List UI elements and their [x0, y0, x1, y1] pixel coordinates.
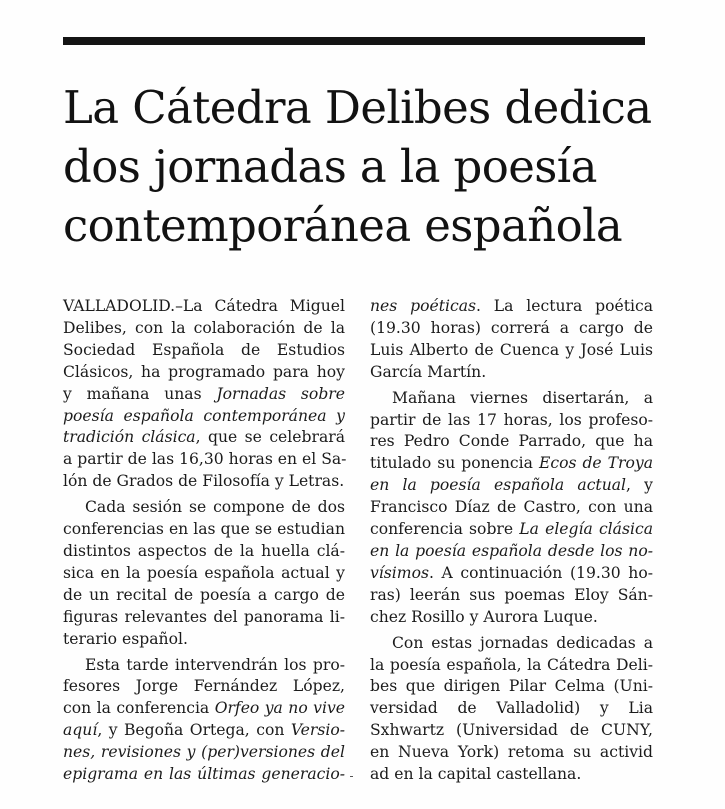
text-line: García Martín. — [370, 362, 487, 381]
text-line: Sxhwartz (Universidad de CUNY, — [370, 721, 653, 740]
lecture-title-italic: en la poesía española desde los no- — [370, 541, 653, 560]
text-line: en Nueva York) retoma su activid — [370, 743, 653, 762]
event-title-italic: poesía española contemporánea y — [63, 406, 345, 425]
text-line: sica en la poesía española actual y — [63, 563, 345, 582]
text-line: y mañana unas Jornadas sobre — [63, 384, 345, 403]
article-column-left — [63, 296, 345, 786]
text-line: ad en la capital castellana. — [370, 765, 582, 784]
paragraph-reading — [370, 296, 653, 384]
lecture-title-italic: La elegía clásica — [519, 520, 653, 539]
text-line: distintos aspectos de la huella clá- — [63, 541, 345, 560]
lecture-title-italic: epigrama en las últimas generacio- — [63, 765, 345, 784]
text-line: figuras relevantes del panorama li- — [63, 607, 345, 626]
event-title-italic: Jornadas sobre — [216, 384, 345, 403]
lecture-title-italic: Versio- — [290, 721, 345, 740]
paragraph-tomorrow — [370, 388, 653, 629]
paragraph-closing — [370, 633, 653, 786]
lecture-title-italic: aquí — [63, 721, 98, 740]
text-line: bes que dirigen Pilar Celma (Uni- — [370, 677, 653, 696]
text-line — [370, 541, 653, 563]
text-line: aquí, y Begoña Ortega, con Versio- — [63, 721, 345, 740]
text-line: la poesía española, la Cátedra Deli- — [370, 655, 653, 674]
text-line: lón de Grados de Filosofía y Letras. — [63, 472, 345, 491]
text-line: Esta tarde intervendrán los pro- — [85, 655, 345, 674]
lecture-title-italic: Orfeo ya no vive — [214, 699, 346, 718]
text-line: conferencia sobre La elegía clásica — [370, 520, 653, 539]
text-line: Clásicos, ha programado para hoy — [63, 362, 345, 381]
paragraph-this-afternoon — [63, 655, 345, 786]
text-line: VALLADOLID.–La Cátedra Miguel — [63, 297, 345, 315]
headline — [63, 78, 663, 255]
paragraph-sessions — [63, 497, 345, 650]
text-line: partir de las 17 horas, los profeso- — [370, 410, 653, 429]
text-line: Cada sesión se compone de dos — [85, 498, 345, 517]
text-line: con la conferencia Orfeo ya no vive — [63, 699, 346, 718]
headline-line-1: La Cátedra Delibes dedica — [63, 81, 652, 134]
text-line: a partir de las 16,30 horas en el Sa- — [63, 450, 347, 469]
text-line: vísimos. A continuación (19.30 ho- — [370, 563, 653, 582]
text-line: en la poesía española actual, y — [370, 476, 653, 495]
text-line: (19.30 horas) correrá a cargo de — [370, 318, 653, 337]
lecture-title-italic: Ecos de Troya — [538, 454, 654, 473]
headline-line-3: contemporánea española — [63, 199, 623, 252]
column-end-mark — [350, 776, 353, 777]
text-line — [63, 406, 345, 428]
text-line: titulado su ponencia Ecos de Troya — [370, 454, 654, 473]
text-line: chez Rosillo y Aurora Luque. — [370, 607, 598, 626]
text-line — [63, 742, 345, 764]
text-line: Sociedad Española de Estudios — [63, 340, 345, 359]
lecture-title-italic: vísimos — [370, 563, 429, 582]
text-line: versidad de Valladolid) y Lia — [370, 699, 653, 718]
text-line: Delibes, con la colaboración de la — [63, 318, 345, 337]
text-line: Luis Alberto de Cuenca y José Luis — [370, 340, 653, 359]
text-line: Mañana viernes disertarán, a — [392, 388, 653, 407]
text-line: fesores Jorge Fernández López, — [63, 677, 345, 696]
text-line: Francisco Díaz de Castro, con una — [370, 498, 653, 517]
lecture-title-italic: nes, revisiones y (per)versiones del — [63, 743, 345, 762]
text-line — [63, 764, 345, 786]
lecture-title-italic: en la poesía española actual — [370, 476, 627, 495]
text-line: tradición clásica, que se celebrará — [63, 428, 345, 447]
top-rule — [63, 37, 645, 45]
text-line: conferencias en las que se estudian — [63, 520, 345, 539]
article-column-right — [370, 296, 653, 786]
event-title-italic: tradición clásica — [63, 428, 196, 447]
lecture-title-italic: nes poéticas — [370, 297, 476, 315]
paragraph-intro — [63, 296, 345, 493]
text-line: terario español. — [63, 629, 188, 648]
headline-line-2: dos jornadas a la poesía — [63, 140, 597, 193]
text-line: de un recital de poesía a cargo de — [63, 585, 345, 604]
text-line: nes poéticas. La lectura poética — [370, 297, 653, 315]
text-line: ras) leerán sus poemas Eloy Sán- — [370, 585, 653, 604]
text-line: res Pedro Conde Parrado, que ha — [370, 432, 653, 451]
text-line: Con estas jornadas dedicadas a — [392, 633, 653, 652]
